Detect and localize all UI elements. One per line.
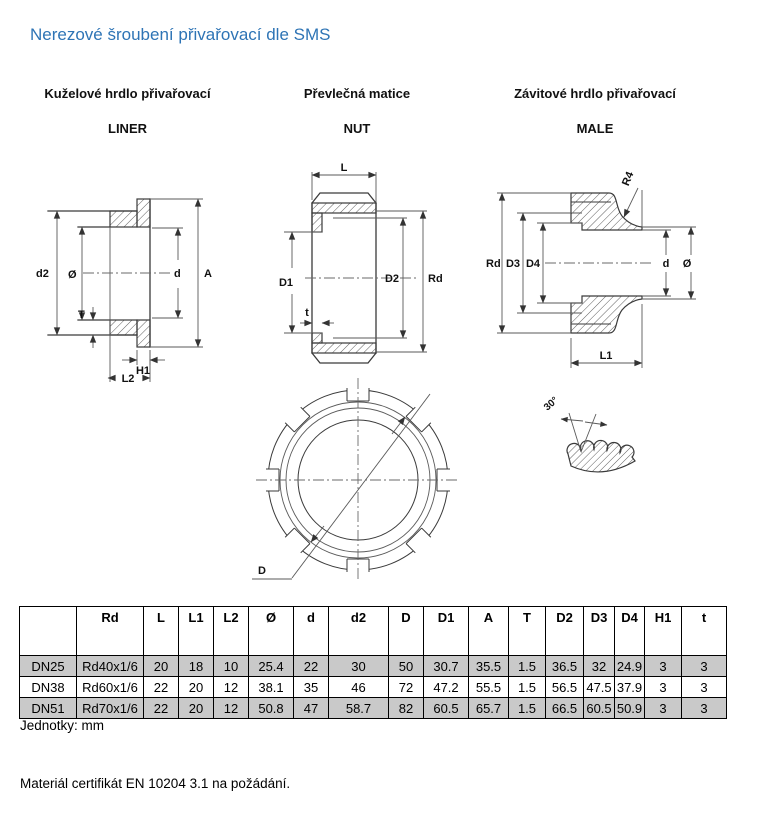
table-cell: 47 <box>294 698 329 719</box>
column-header: D4 <box>615 607 645 656</box>
table-cell: 22 <box>144 677 179 698</box>
units-note: Jednotky: mm <box>20 718 105 733</box>
table-row-dn38 <box>20 677 727 698</box>
column-header: L1 <box>179 607 214 656</box>
table-cell: 18 <box>179 656 214 677</box>
table-cell: 3 <box>682 656 727 677</box>
table-cell: 46 <box>329 677 389 698</box>
male-label-D4: D4 <box>525 258 540 270</box>
column-header: D <box>389 607 424 656</box>
column-header: Ø <box>249 607 294 656</box>
nut-front-view <box>248 372 463 584</box>
table-cell: 3 <box>645 677 682 698</box>
table-cell: 3 <box>682 677 727 698</box>
liner-label-d2: d2 <box>36 268 49 280</box>
table-cell: 12 <box>214 677 249 698</box>
table-cell: 30 <box>329 656 389 677</box>
column-header: D2 <box>546 607 584 656</box>
table-cell: 50.9 <box>615 698 645 719</box>
dimensions-table <box>19 606 727 719</box>
table-cell: 35 <box>294 677 329 698</box>
male-drawing <box>485 160 715 380</box>
liner-label-H1: H1 <box>135 365 151 377</box>
nut-label-D2: D2 <box>384 273 399 285</box>
table-cell: 50 <box>389 656 424 677</box>
column-header: L2 <box>214 607 249 656</box>
male-label-L1: L1 <box>599 350 613 362</box>
table-cell: 47.2 <box>424 677 469 698</box>
column-header: T <box>509 607 546 656</box>
table-cell: 24.9 <box>615 656 645 677</box>
column-header: D1 <box>424 607 469 656</box>
column-header: D3 <box>584 607 615 656</box>
table-cell: Rd70x1/6 <box>77 698 144 719</box>
table-cell: 47.5 <box>584 677 615 698</box>
table-cell: 1.5 <box>509 677 546 698</box>
table-cell: 65.7 <box>469 698 509 719</box>
table-header-row <box>20 607 727 656</box>
table-cell: 10 <box>214 656 249 677</box>
liner-label-L2: L2 <box>121 373 135 385</box>
liner-label-A: A <box>204 268 212 280</box>
thread-profile-detail <box>527 388 662 480</box>
liner-label-T: T <box>78 309 85 321</box>
table-cell: 58.7 <box>329 698 389 719</box>
table-cell: 22 <box>294 656 329 677</box>
nut-label-D1: D1 <box>278 277 294 289</box>
table-cell: DN25 <box>20 656 77 677</box>
male-heading: Závitové hrdlo přivařovací <box>514 86 676 101</box>
table-cell: 55.5 <box>469 677 509 698</box>
table-cell: 3 <box>645 656 682 677</box>
table-cell: 3 <box>645 698 682 719</box>
liner-label-d: d <box>174 268 181 280</box>
column-header: d2 <box>329 607 389 656</box>
table-cell: 3 <box>682 698 727 719</box>
table-cell: 30.7 <box>424 656 469 677</box>
nut-label-Rd: Rd <box>428 273 443 285</box>
column-header: L <box>144 607 179 656</box>
table-row-dn25 <box>20 656 727 677</box>
table-cell: 12 <box>214 698 249 719</box>
table-cell: 20 <box>179 698 214 719</box>
liner-heading: Kuželové hrdlo přivařovací <box>44 86 211 101</box>
column-header: t <box>682 607 727 656</box>
nut-code: NUT <box>343 121 371 136</box>
table-cell: 82 <box>389 698 424 719</box>
table-cell: 22 <box>144 698 179 719</box>
nut-heading: Převlečná matice <box>303 86 411 101</box>
table-cell: 1.5 <box>509 656 546 677</box>
nut-label-t: t <box>305 307 309 319</box>
table-cell: 72 <box>389 677 424 698</box>
thread-label-angle: 30° <box>542 394 561 414</box>
table-cell: DN38 <box>20 677 77 698</box>
male-code: MALE <box>576 121 614 136</box>
male-label-dia: Ø <box>682 258 692 270</box>
table-cell: 20 <box>179 677 214 698</box>
table-cell: 60.5 <box>584 698 615 719</box>
nut-front-label-D: D <box>258 565 266 577</box>
liner-drawing <box>35 160 250 400</box>
column-header: A <box>469 607 509 656</box>
table-row-dn51 <box>20 698 727 719</box>
male-label-d: d <box>662 258 670 270</box>
liner-code: LINER <box>108 121 147 136</box>
column-header: H1 <box>645 607 682 656</box>
table-cell: 36.5 <box>546 656 584 677</box>
table-cell: Rd40x1/6 <box>77 656 144 677</box>
table-cell: 56.5 <box>546 677 584 698</box>
table-cell: 32 <box>584 656 615 677</box>
table-cell: Rd60x1/6 <box>77 677 144 698</box>
liner-label-dia: Ø <box>68 269 77 281</box>
table-cell: 37.9 <box>615 677 645 698</box>
nut-drawing <box>278 158 443 373</box>
table-cell: 66.5 <box>546 698 584 719</box>
male-label-D3: D3 <box>505 258 520 270</box>
column-header <box>20 607 77 656</box>
male-label-R4: R4 <box>620 170 637 188</box>
table-cell: 38.1 <box>249 677 294 698</box>
table-cell: 1.5 <box>509 698 546 719</box>
column-header: d <box>294 607 329 656</box>
table-cell: 35.5 <box>469 656 509 677</box>
table-cell: 20 <box>144 656 179 677</box>
page-title: Nerezové šroubení přivařovací dle SMS <box>30 25 331 44</box>
table-cell: 25.4 <box>249 656 294 677</box>
material-note: Materiál certifikát EN 10204 3.1 na požádání. <box>20 776 291 791</box>
table-cell: DN51 <box>20 698 77 719</box>
table-cell: 50.8 <box>249 698 294 719</box>
table-cell: 60.5 <box>424 698 469 719</box>
column-header: Rd <box>77 607 144 656</box>
nut-label-L: L <box>340 162 348 174</box>
male-label-Rd: Rd <box>486 258 501 270</box>
